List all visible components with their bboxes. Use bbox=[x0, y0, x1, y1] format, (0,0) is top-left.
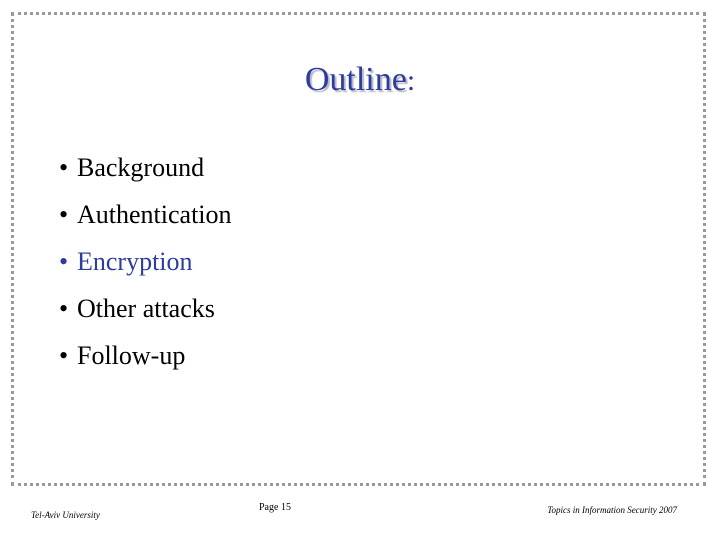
outline-item-encryption bbox=[59, 242, 232, 289]
bullet-icon: • bbox=[59, 200, 69, 229]
outline-item-label: Encryption bbox=[77, 247, 193, 276]
slide-title-text: Outline bbox=[304, 61, 407, 98]
outline-item-other-attacks bbox=[59, 289, 232, 336]
bullet-icon: • bbox=[59, 247, 69, 276]
slide-title-colon: : bbox=[406, 64, 416, 97]
slide-title bbox=[0, 58, 720, 103]
bullet-icon: • bbox=[59, 341, 69, 370]
outline-item-label: Other attacks bbox=[77, 294, 215, 323]
outline-item-label: Follow-up bbox=[77, 341, 186, 370]
outline-item-background bbox=[59, 148, 232, 195]
outline-item-label: Background bbox=[77, 153, 205, 182]
footer-course-title: Topics in Information Security 2007 bbox=[547, 505, 677, 515]
footer-page-number: Page 15 bbox=[259, 502, 291, 513]
bullet-icon: • bbox=[59, 153, 69, 182]
outline-item-label: Authentication bbox=[77, 200, 232, 229]
footer-institution: Tel-Aviv University bbox=[31, 510, 100, 520]
bullet-icon: • bbox=[59, 294, 69, 323]
outline-item-follow-up bbox=[59, 336, 232, 383]
outline-item-authentication bbox=[59, 195, 232, 242]
outline-list bbox=[59, 148, 232, 383]
